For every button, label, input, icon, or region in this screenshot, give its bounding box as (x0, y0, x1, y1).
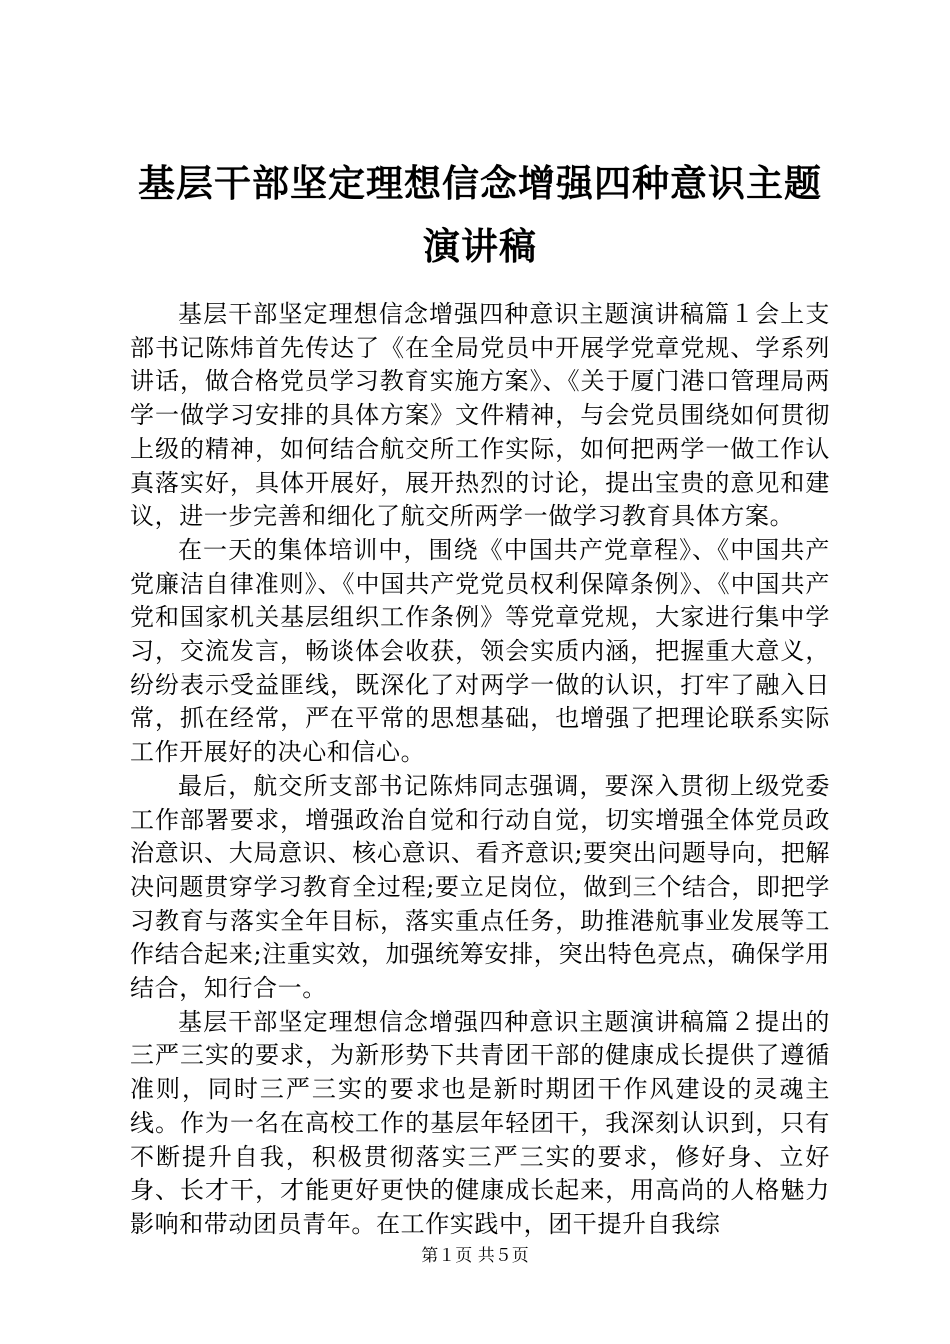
paragraph-3: 最后，航交所支部书记陈炜同志强调，要深入贯彻上级党委工作部署要求，增强政治自觉和行动自觉，切实增强全体党员政治意识、大局意识、核心意识、看齐意识;要突出问题导向，把解决问题贯穿学习教育全过程;要立足岗位，做到三个结合，即把学习教育与落实全年目标，落实重点任务，助推港航事业发展等工作结合起来;注重实效，加强统筹安排，突出特色亮点，确保学用结合，知行合一。 (130, 771, 830, 1003)
document-body (130, 298, 830, 1242)
paragraph-4: 基层干部坚定理想信念增强四种意识主题演讲稿篇２提出的三严三实的要求，为新形势下共青团干部的健康成长提供了遵循准则，同时三严三实的要求也是新时期团干作风建设的灵魂主线。作为一名在高校工作的基层年轻团干，我深刻认识到，只有不断提升自我，积极贯彻落实三严三实的要求，修好身、立好身、长才干，才能更好更快的健康成长起来，用高尚的人格魅力影响和带动团员青年。在工作实践中，团干提升自我综 (130, 1007, 830, 1238)
paragraph-1: 基层干部坚定理想信念增强四种意识主题演讲稿篇１会上支部书记陈炜首先传达了《在全局党员中开展学党章党规、学系列讲话，做合格党员学习教育实施方案》、《关于厦门港口管理局两学一做学习安排的具体方案》文件精神，与会党员围绕如何贯彻上级的精神，如何结合航交所工作实际，如何把两学一做工作认真落实好，具体开展好，展开热烈的讨论，提出宝贵的意见和建议，进一步完善和细化了航交所两学一做学习教育具体方案。 (130, 300, 830, 531)
page-footer: 第１页 共５页 (421, 1246, 529, 1266)
paragraph-2: 在一天的集体培训中，围绕《中国共产党章程》、《中国共产党廉洁自律准则》、《中国共产党党员权利保障条例》、《中国共产党和国家机关基层组织工作条例》等党章党规，大家进行集中学习，交流发言，畅谈体会收获，领会实质内涵，把握重大意义，纷纷表示受益匪线，既深化了对两学一做的认识，打牢了融入日常，抓在经常，严在平常的思想基础，也增强了把理论联系实际工作开展好的决心和信心。 (130, 535, 830, 767)
document-title: 基层干部坚定理想信念增强四种意识主题演讲稿 (138, 161, 822, 268)
